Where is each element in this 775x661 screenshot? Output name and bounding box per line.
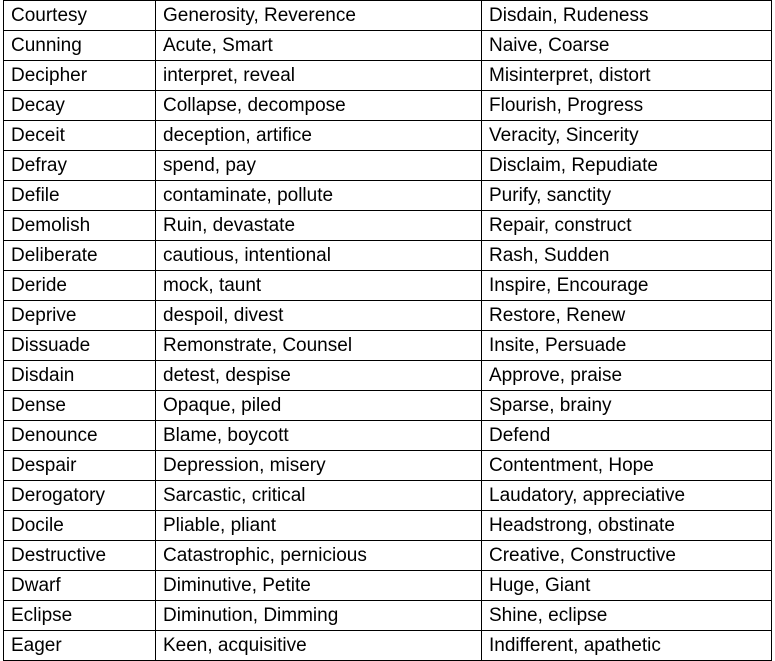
- table-row: [4, 271, 772, 301]
- word-cell: Dense: [4, 391, 156, 421]
- antonyms-cell: Approve, praise: [482, 361, 772, 391]
- word-cell: Defile: [4, 181, 156, 211]
- word-cell: Eclipse: [4, 601, 156, 631]
- table-row: [4, 61, 772, 91]
- antonyms-cell: Creative, Constructive: [482, 541, 772, 571]
- table-row: [4, 601, 772, 631]
- synonyms-cell: despoil, divest: [156, 301, 482, 331]
- synonyms-cell: deception, artifice: [156, 121, 482, 151]
- table-row: [4, 481, 772, 511]
- table-row: [4, 301, 772, 331]
- antonyms-cell: Laudatory, appreciative: [482, 481, 772, 511]
- word-cell: Demolish: [4, 211, 156, 241]
- word-cell: Dwarf: [4, 571, 156, 601]
- synonyms-cell: Keen, acquisitive: [156, 631, 482, 661]
- table-row: [4, 211, 772, 241]
- antonyms-cell: Shine, eclipse: [482, 601, 772, 631]
- synonyms-cell: Pliable, pliant: [156, 511, 482, 541]
- synonyms-cell: contaminate, pollute: [156, 181, 482, 211]
- word-cell: Docile: [4, 511, 156, 541]
- table-row: [4, 361, 772, 391]
- synonyms-cell: Sarcastic, critical: [156, 481, 482, 511]
- word-cell: Deride: [4, 271, 156, 301]
- synonyms-cell: Blame, boycott: [156, 421, 482, 451]
- antonyms-cell: Naive, Coarse: [482, 31, 772, 61]
- synonyms-cell: Acute, Smart: [156, 31, 482, 61]
- antonyms-cell: Defend: [482, 421, 772, 451]
- table-row: [4, 151, 772, 181]
- antonyms-cell: Disdain, Rudeness: [482, 1, 772, 31]
- table-row: [4, 541, 772, 571]
- table-row: [4, 1, 772, 31]
- antonyms-cell: Huge, Giant: [482, 571, 772, 601]
- antonyms-cell: Veracity, Sincerity: [482, 121, 772, 151]
- table-row: [4, 241, 772, 271]
- synonyms-cell: Depression, misery: [156, 451, 482, 481]
- antonyms-cell: Flourish, Progress: [482, 91, 772, 121]
- word-cell: Destructive: [4, 541, 156, 571]
- word-cell: Decay: [4, 91, 156, 121]
- synonyms-cell: Generosity, Reverence: [156, 1, 482, 31]
- antonyms-cell: Restore, Renew: [482, 301, 772, 331]
- vocabulary-table: [3, 0, 772, 661]
- table-row: [4, 181, 772, 211]
- antonyms-cell: Rash, Sudden: [482, 241, 772, 271]
- antonyms-cell: Insite, Persuade: [482, 331, 772, 361]
- vocabulary-table-body: [4, 1, 772, 661]
- table-row: [4, 31, 772, 61]
- table-row: [4, 571, 772, 601]
- word-cell: Courtesy: [4, 1, 156, 31]
- table-row: [4, 451, 772, 481]
- word-cell: Defray: [4, 151, 156, 181]
- antonyms-cell: Repair, construct: [482, 211, 772, 241]
- antonyms-cell: Indifferent, apathetic: [482, 631, 772, 661]
- table-row: [4, 331, 772, 361]
- word-cell: Despair: [4, 451, 156, 481]
- table-row: [4, 391, 772, 421]
- synonyms-cell: Opaque, piled: [156, 391, 482, 421]
- synonyms-cell: mock, taunt: [156, 271, 482, 301]
- antonyms-cell: Headstrong, obstinate: [482, 511, 772, 541]
- synonyms-cell: Remonstrate, Counsel: [156, 331, 482, 361]
- antonyms-cell: Disclaim, Repudiate: [482, 151, 772, 181]
- synonyms-cell: Catastrophic, pernicious: [156, 541, 482, 571]
- table-row: [4, 91, 772, 121]
- word-cell: Cunning: [4, 31, 156, 61]
- word-cell: Eager: [4, 631, 156, 661]
- synonyms-cell: interpret, reveal: [156, 61, 482, 91]
- word-cell: Disdain: [4, 361, 156, 391]
- table-row: [4, 421, 772, 451]
- antonyms-cell: Inspire, Encourage: [482, 271, 772, 301]
- word-cell: Decipher: [4, 61, 156, 91]
- word-cell: Derogatory: [4, 481, 156, 511]
- table-row: [4, 511, 772, 541]
- word-cell: Denounce: [4, 421, 156, 451]
- antonyms-cell: Sparse, brainy: [482, 391, 772, 421]
- antonyms-cell: Misinterpret, distort: [482, 61, 772, 91]
- word-cell: Dissuade: [4, 331, 156, 361]
- word-cell: Deceit: [4, 121, 156, 151]
- synonyms-cell: detest, despise: [156, 361, 482, 391]
- synonyms-cell: Diminutive, Petite: [156, 571, 482, 601]
- table-row: [4, 121, 772, 151]
- synonyms-cell: spend, pay: [156, 151, 482, 181]
- antonyms-cell: Contentment, Hope: [482, 451, 772, 481]
- synonyms-cell: cautious, intentional: [156, 241, 482, 271]
- table-row: [4, 631, 772, 661]
- synonyms-cell: Diminution, Dimming: [156, 601, 482, 631]
- word-cell: Deliberate: [4, 241, 156, 271]
- antonyms-cell: Purify, sanctity: [482, 181, 772, 211]
- word-cell: Deprive: [4, 301, 156, 331]
- synonyms-cell: Collapse, decompose: [156, 91, 482, 121]
- synonyms-cell: Ruin, devastate: [156, 211, 482, 241]
